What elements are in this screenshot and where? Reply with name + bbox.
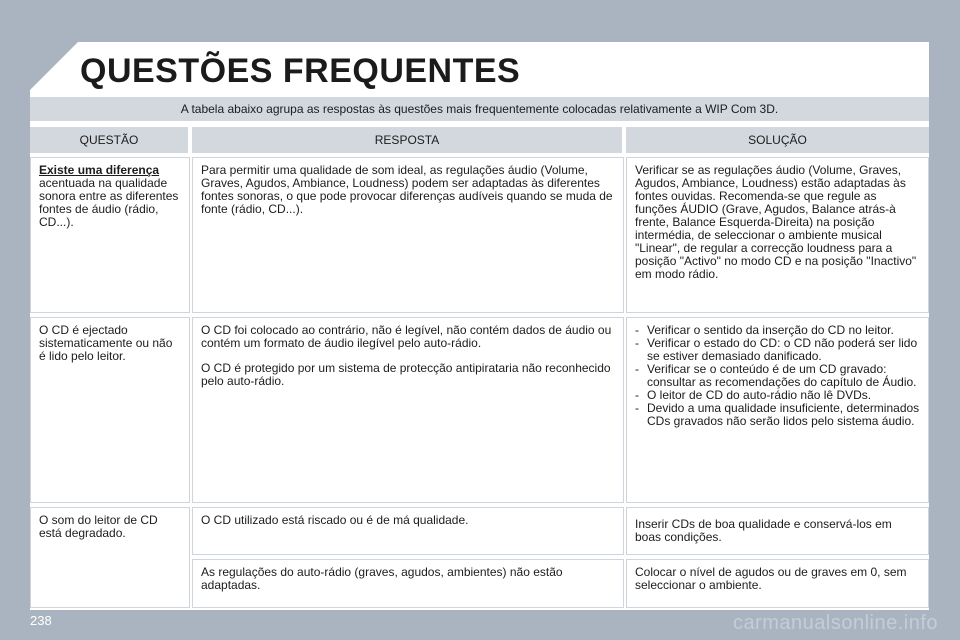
row1-question-emphasis: Existe uma diferença: [39, 163, 160, 177]
row1-solution: [626, 157, 929, 313]
row3-solution-2-text: Colocar o nível de agudos ou de graves em 0, sem seleccionar o ambiente.: [635, 565, 907, 592]
watermark: carmanualsonline.info: [732, 612, 938, 634]
row2-solution: [626, 317, 929, 503]
row1-answer: [192, 157, 624, 313]
row3-solution-2: [626, 559, 929, 608]
row2-question-text: O CD é ejectado sistematicamente ou não é lido pelo leitor.: [39, 323, 173, 363]
row3-question-text: O som do leitor de CD está degradado.: [39, 513, 158, 540]
list-item: - O leitor de CD do auto-rádio não lê DVDs.: [635, 389, 920, 402]
page-title: QUESTÕES FREQUENTES: [80, 52, 521, 90]
row2-answer: [192, 317, 624, 503]
list-item: - Devido a uma qualidade insuficiente, determinados CDs gravados não serão lidos pelo sistema áudio.: [635, 402, 920, 428]
row2-solution-list: [635, 324, 920, 428]
row2-answer-text-1: O CD foi colocado ao contrário, não é legível, não contém dados de áudio ou contém um formato de áudio ilegível pelo auto-rádio.: [201, 323, 612, 350]
row3-answer-2-text: As regulações do auto-rádio (graves, agudos, ambientes) não estão adaptadas.: [201, 565, 563, 592]
page-number: 238: [30, 613, 52, 628]
row3-question: [30, 507, 190, 608]
row3-solution-1: [626, 507, 929, 555]
row1-question: [30, 157, 190, 313]
row1-question-text: acentuada na qualidade sonora entre as diferentes fontes de áudio (rádio, CD...).: [39, 176, 179, 229]
header-solution: SOLUÇÃO: [626, 127, 929, 153]
header-answer: RESPOSTA: [192, 127, 622, 153]
intro-text: A tabela abaixo agrupa as respostas às questões mais frequentemente colocadas relativamente a WIP Com 3D.: [30, 97, 929, 121]
list-item: - Verificar o estado do CD: o CD não poderá ser lido se estiver demasiado danificado.: [635, 337, 920, 363]
row1-solution-text: Verificar se as regulações áudio (Volume, Graves, Agudos, Ambiance, Loudness) estão adaptadas às fontes ouvidas. Recomenda-se que regule as funções ÁUDIO (Grave, Agudos, Balance atrás-à frente, Balance Esquerda-Direita) na posição intermédia, de seleccionar o ambiente musical "Linear", de regular a correcção loudness para a posição "Activo" no modo CD e na posição "Inactivo" em modo rádio.: [635, 163, 917, 281]
folded-corner: [30, 42, 78, 90]
row3-answer-2: [192, 559, 624, 608]
row1-answer-text: Para permitir uma qualidade de som ideal, as regulações áudio (Volume, Graves, Agudos, Ambiance, Loudness) podem ser adaptadas às diferentes fontes sonoras, o que pode provocar diferenças audíveis quando se muda de fonte (rádio, CD...).: [201, 163, 613, 216]
list-item: - Verificar se o conteúdo é de um CD gravado: consultar as recomendações do capítulo de Áudio.: [635, 363, 920, 389]
header-question: QUESTÃO: [30, 127, 188, 153]
list-item: - Verificar o sentido da inserção do CD no leitor.: [635, 324, 920, 337]
row3-solution-1-text: Inserir CDs de boa qualidade e conservá-los em boas condições.: [635, 517, 892, 544]
row3-answer-1: [192, 507, 624, 555]
row3-answer-1-text: O CD utilizado está riscado ou é de má qualidade.: [201, 513, 469, 527]
row2-answer-text-2: O CD é protegido por um sistema de protecção antipirataria não reconhecido pelo auto-rádio.: [201, 361, 611, 388]
row2-question: [30, 317, 190, 503]
